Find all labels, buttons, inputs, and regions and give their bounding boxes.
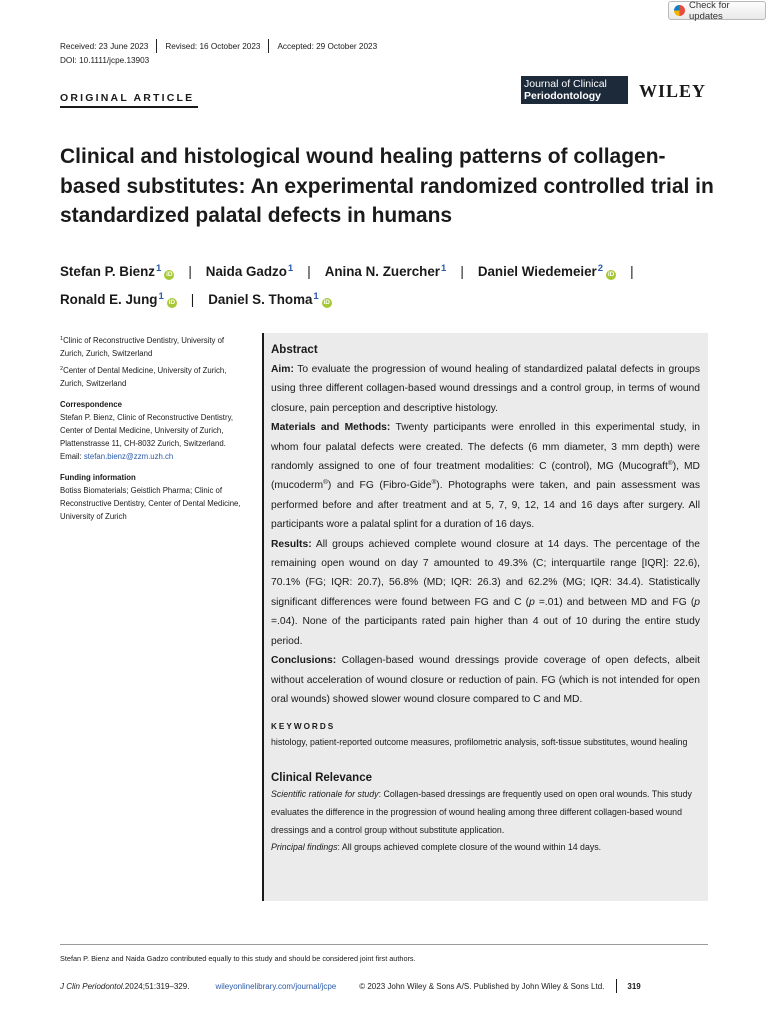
author-separator: | xyxy=(188,264,192,279)
author-name: Stefan P. Bienz xyxy=(60,264,156,279)
p-value-symbol: p xyxy=(694,596,700,608)
author-name: Daniel S. Thoma xyxy=(208,292,313,307)
author-list xyxy=(60,256,720,312)
funding-text: Botiss Biomaterials; Geistlich Pharma; Clinic of Reconstructive Dentistry, Center of Dental Medicine, University of Zurich xyxy=(60,486,241,521)
accepted-date: Accepted: 29 October 2023 xyxy=(277,41,378,51)
affiliation-number: 1 xyxy=(60,336,64,342)
methods-text: ). Photographs were taken, and pain assessment was performed before and after treatment and at 5, 7, 9, 12, 14 and 16 days after surgery. All participants wore a palatal splint for a duration of 16 days. xyxy=(271,480,700,531)
author[interactable] xyxy=(478,264,616,279)
conclusions-text: Collagen-based wound dressings provide coverage of open defects, albeit without acceleration of wound closure or reduction of pain. FG (which is not intended for open oral wounds) showed slower wound closure compared to C and MD. xyxy=(271,655,700,705)
author[interactable] xyxy=(325,264,447,279)
correspondence-address: Stefan P. Bienz, Clinic of Reconstructive Dentistry, Center of Dental Medicine, University of Zurich, Plattenstrasse 11, CH-8032 Zurich, Switzerland. xyxy=(60,413,234,448)
affiliation-text: Clinic of Reconstructive Dentistry, University of Zurich, Zurich, Switzerland xyxy=(60,336,225,358)
check-for-updates-button[interactable] xyxy=(668,1,766,20)
results-label: Results: xyxy=(271,538,312,550)
clinical-relevance-heading: Clinical Relevance xyxy=(271,772,372,785)
aim-label: Aim: xyxy=(271,364,294,375)
registered-mark: ® xyxy=(323,479,328,487)
findings-label: Principal findings xyxy=(271,842,338,853)
email-link[interactable]: stefan.bienz@zzm.uzh.ch xyxy=(83,452,174,461)
abstract-aim xyxy=(271,360,700,418)
author[interactable] xyxy=(208,292,331,307)
affiliation-marker[interactable]: 1 xyxy=(158,291,164,302)
author-name: Daniel Wiedemeier xyxy=(477,264,597,279)
affiliation-marker[interactable]: 1 xyxy=(156,263,162,274)
affiliation xyxy=(60,363,244,390)
citation-volume: 2024;51:319–329. xyxy=(124,981,190,991)
registered-mark: ® xyxy=(431,479,437,487)
author-separator: | xyxy=(630,264,634,279)
affiliation-text: Center of Dental Medicine, University of Zurich, Zurich, Switzerland xyxy=(60,366,227,388)
p-value-symbol: p xyxy=(529,596,535,608)
publisher-logo[interactable]: WILEY xyxy=(639,81,707,101)
aim-text: To evaluate the progression of wound healing of standardized palatal defects in groups using three different collagen-based wound dressings and a control group, in terms of wound closure, pain perception and descriptive histology. xyxy=(271,364,700,414)
affiliation-marker[interactable]: 1 xyxy=(287,263,294,274)
findings-text: : All groups achieved complete closure of the wound within 14 days. xyxy=(337,842,602,853)
article-dates xyxy=(60,39,377,53)
article-sidebar xyxy=(60,333,244,526)
revised-date: Revised: 16 October 2023 xyxy=(165,41,261,51)
author-separator: | xyxy=(190,292,195,307)
methods-text: ) and FG (Fibro-Gide xyxy=(327,480,432,492)
abstract-methods xyxy=(271,418,700,534)
affiliation-number: 2 xyxy=(60,366,64,372)
results-text: =.01) and between MD and FG ( xyxy=(534,596,695,608)
clinical-relevance-findings xyxy=(271,839,700,857)
article-type: ORIGINAL ARTICLE xyxy=(60,92,195,104)
orcid-icon[interactable]: iD xyxy=(168,299,176,306)
orcid-icon[interactable]: iD xyxy=(607,271,615,278)
article-title: Clinical and histological wound healing patterns of collagen-based substitutes: An experimental randomized controlled trial in standardized palatal defects in humans xyxy=(60,145,714,227)
keywords-text: histology, patient-reported outcome measures, profilometric analysis, soft-tissue substitutes, wound healing xyxy=(271,737,688,748)
rationale-label: Scientific rationale for study xyxy=(271,789,379,800)
footer-separator xyxy=(616,979,617,993)
abstract-heading: Abstract xyxy=(271,344,318,356)
correspondence-text xyxy=(60,411,244,463)
copyright: © 2023 John Wiley & Sons A/S. Published by John Wiley & Sons Ltd. xyxy=(359,981,605,991)
journal-logo-line2: Periodontology xyxy=(524,90,601,102)
orcid-icon[interactable]: iD xyxy=(323,299,330,306)
methods-text: ), MD (mucoderm xyxy=(271,461,700,492)
crossmark-icon xyxy=(674,5,685,16)
author[interactable] xyxy=(206,264,293,279)
page-number: 319 xyxy=(627,981,641,991)
abstract-results xyxy=(271,535,700,651)
author[interactable] xyxy=(60,264,174,279)
methods-label: Materials and Methods: xyxy=(271,422,391,434)
author-separator: | xyxy=(460,264,464,279)
orcid-icon[interactable]: iD xyxy=(166,271,173,278)
registered-mark: ® xyxy=(667,460,673,468)
abstract-panel xyxy=(264,333,708,901)
affiliation-marker[interactable]: 1 xyxy=(441,263,447,274)
check-for-updates-label: Check for updates xyxy=(689,0,730,22)
journal-link[interactable]: wileyonlinelibrary.com/journal/jcpe xyxy=(215,981,337,991)
results-text: =.04). None of the participants rated pain higher than 4 out of 10 during the entire study period. xyxy=(271,616,700,647)
results-text: All groups achieved complete wound closure at 14 days. The percentage of the remaining open wound on day 7 amounted to 49.3% (C; interquartile range [IQR]: 22.6), 70.1% (FG; IQR: 20.7), 56.8% (MD; IQR: 26.3) and 62.2% (MG; IQR: 34.4). Statistically significant differences were found between FG and C ( xyxy=(271,538,700,608)
journal-logo[interactable] xyxy=(521,76,628,104)
affiliation-marker[interactable]: 2 xyxy=(597,263,604,274)
received-date: Received: 23 June 2023 xyxy=(60,41,149,51)
author-name: Anina N. Zuercher xyxy=(324,264,441,279)
conclusions-label: Conclusions: xyxy=(271,655,337,667)
correspondence-heading: Correspondence xyxy=(60,400,122,409)
author-name: Naida Gadzo xyxy=(205,264,287,279)
footnote: Stefan P. Bienz and Naida Gadzo contributed equally to this study and should be considered joint first authors. xyxy=(60,954,416,963)
date-separator xyxy=(268,39,269,53)
date-separator xyxy=(156,39,157,53)
email-label: Email: xyxy=(60,452,84,461)
author[interactable] xyxy=(60,292,177,307)
article-type-underline xyxy=(60,106,198,108)
abstract-conclusions xyxy=(271,651,700,709)
footnote-rule xyxy=(60,944,708,945)
affiliation-marker[interactable]: 1 xyxy=(313,291,319,302)
author-separator: | xyxy=(307,264,311,279)
clinical-relevance-rationale xyxy=(271,786,700,839)
methods-text: Twenty participants were enrolled in this experimental study, in whom four palatal defects were created. The defects (6 mm diameter, 3 mm depth) were randomly assigned to one of four treatment modalities: C (control), MG (Mucograft xyxy=(271,422,700,473)
author-name: Ronald E. Jung xyxy=(60,292,158,307)
doi: DOI: 10.1111/jcpe.13903 xyxy=(60,56,150,65)
affiliation xyxy=(60,333,244,360)
journal-citation: J Clin Periodontol. xyxy=(60,981,125,991)
rationale-text: : Collagen-based dressings are frequently used on open oral wounds. This study evaluates the difference in the progression of wound healing among three different collagen-based wound dressings and a control group without substitute application. xyxy=(271,789,692,835)
keywords-heading: KEYWORDS xyxy=(271,722,336,732)
funding-heading: Funding information xyxy=(60,473,136,482)
page-footer xyxy=(60,979,708,993)
journal-logo-line1: Journal of Clinical xyxy=(524,78,607,90)
